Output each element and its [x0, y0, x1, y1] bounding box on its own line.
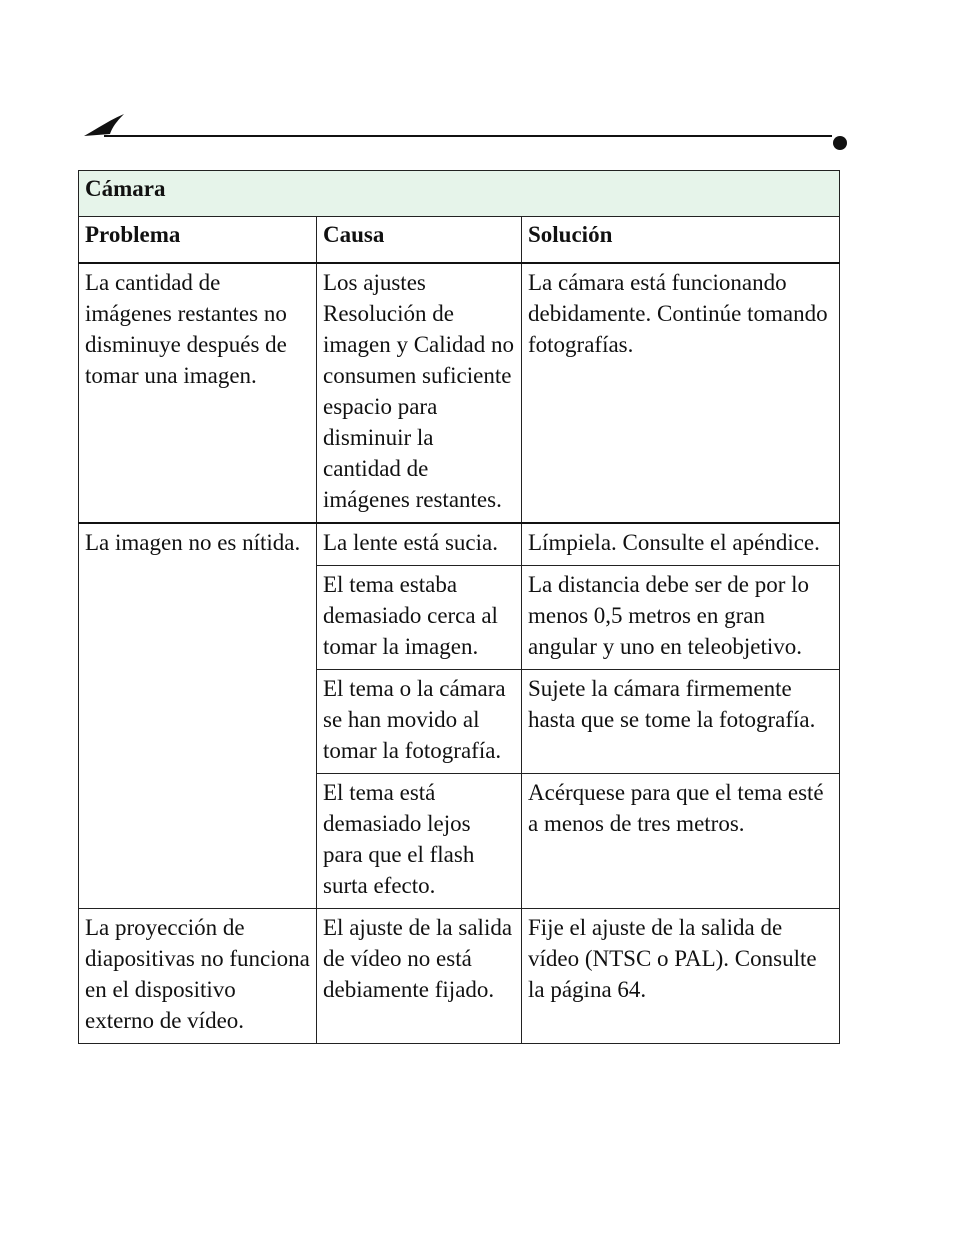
- solution-cell: Fije el ajuste de la salida de vídeo (NTSC o PAL). Consulte la página 64.: [522, 909, 840, 1044]
- section-title: Cámara: [79, 171, 840, 217]
- cause-cell: Los ajustes Resolución de imagen y Calidad no consumen suficiente espacio para disminuir la cantidad de imágenes restantes.: [317, 263, 522, 523]
- solution-cell: Acérquese para que el tema esté a menos de tres metros.: [522, 774, 840, 909]
- solution-cell: La distancia debe ser de por lo menos 0,5 metros en gran angular y uno en teleobjetivo.: [522, 566, 840, 670]
- problem-cell: La imagen no es nítida.: [79, 523, 317, 909]
- solution-cell: Sujete la cámara firmemente hasta que se tome la fotografía.: [522, 670, 840, 774]
- header-problem: Problema: [79, 217, 317, 264]
- bullet-dot-icon: [833, 136, 847, 150]
- cause-cell: El ajuste de la salida de vídeo no está debiamente fijado.: [317, 909, 522, 1044]
- cause-cell: La lente está sucia.: [317, 523, 522, 566]
- header-cause: Causa: [317, 217, 522, 264]
- problem-cell: La proyección de diapositivas no funciona en el dispositivo externo de vídeo.: [79, 909, 317, 1044]
- table-row: [79, 263, 840, 523]
- table-row: [79, 523, 840, 566]
- cause-cell: El tema o la cámara se han movido al tomar la fotografía.: [317, 670, 522, 774]
- troubleshooting-table: [78, 170, 840, 1044]
- header-rule-decoration: [84, 110, 854, 150]
- column-header-row: [79, 217, 840, 264]
- solution-cell: Límpiela. Consulte el apéndice.: [522, 523, 840, 566]
- section-title-row: [79, 171, 840, 217]
- table-row: [79, 909, 840, 1044]
- cause-cell: El tema estaba demasiado cerca al tomar la imagen.: [317, 566, 522, 670]
- solution-cell: La cámara está funcionando debidamente. Continúe tomando fotografías.: [522, 263, 840, 523]
- problem-cell: La cantidad de imágenes restantes no disminuye después de tomar una imagen.: [79, 263, 317, 523]
- header-solution: Solución: [522, 217, 840, 264]
- arrowhead-icon: [84, 114, 124, 136]
- cause-cell: El tema está demasiado lejos para que el flash surta efecto.: [317, 774, 522, 909]
